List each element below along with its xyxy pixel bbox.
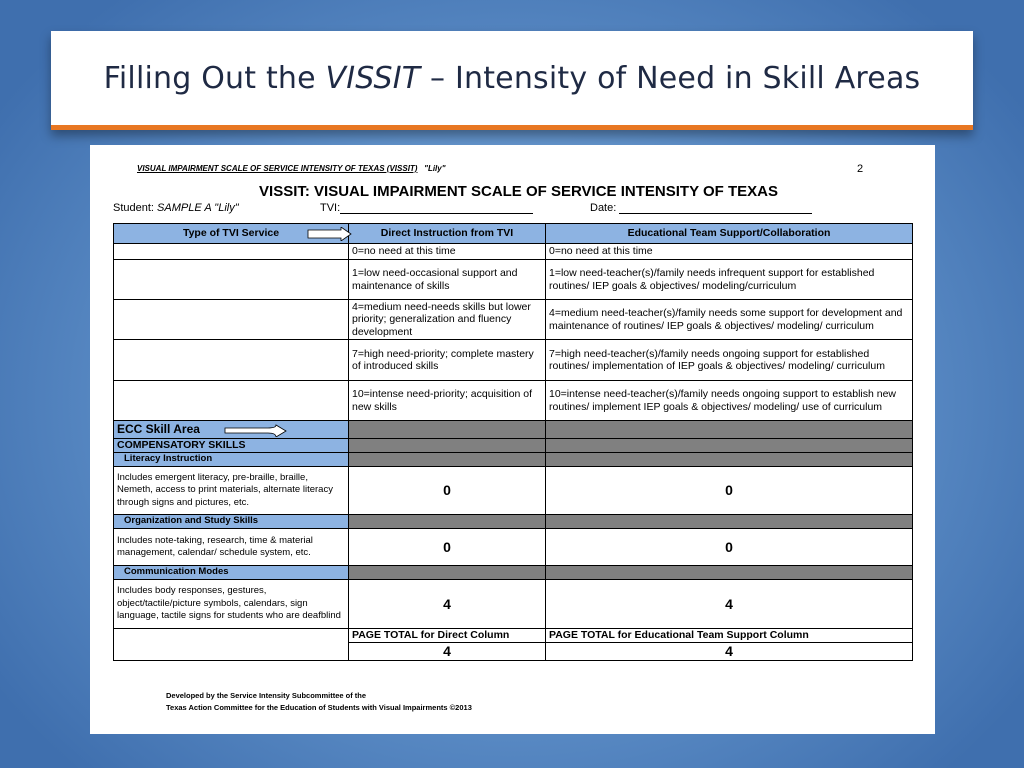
document-header-name: "Lily": [424, 164, 446, 173]
grey-cell: [349, 439, 546, 453]
ecc-skill-area-label: [114, 421, 349, 439]
grey-cell: [546, 453, 913, 467]
date-blank-line: [619, 204, 812, 214]
slide-title-italic: VISSIT: [325, 60, 421, 96]
page-total-label-row: [114, 629, 913, 643]
skill-detail-row: [114, 467, 913, 515]
skill-direct-score[interactable]: 0: [349, 467, 546, 515]
skill-detail-row: [114, 580, 913, 629]
scale-direct-cell: 0=no need at this time: [349, 244, 546, 260]
skill-name-row: [114, 515, 913, 529]
scale-empty-cell: [114, 244, 349, 260]
scale-team-cell: 10=intense need-teacher(s)/family needs ongoing support to establish new routines/ implement IEP goals & objectives/ modeling/ use of curriculum: [546, 381, 913, 421]
right-arrow-icon: [307, 227, 352, 241]
grey-cell: [349, 421, 546, 439]
scale-team-cell: 1=low need-teacher(s)/family needs infrequent support for established routines/ IEP goals & objectives/ modeling/curriculum: [546, 260, 913, 300]
slide-title: [104, 61, 921, 96]
skill-name-row: [114, 566, 913, 580]
scale-team-cell: 4=medium need-teacher(s)/family needs some support for development and maintenance of routines/ IEP goals & objectives/ modeling/ curriculum: [546, 300, 913, 340]
total-direct-label: PAGE TOTAL for Direct Column: [349, 629, 546, 643]
scale-row: [114, 340, 913, 381]
curved-arrow-icon: [224, 423, 289, 437]
grey-cell: [546, 566, 913, 580]
skill-description: Includes emergent literacy, pre-braille, braille, Nemeth, access to print materials, alternate literacy through signs and pictures, etc.: [114, 467, 349, 515]
header-direct-instruction: Direct Instruction from TVI: [349, 224, 546, 244]
skill-name-literacy: Literacy Instruction: [114, 453, 349, 467]
ecc-label-text: ECC Skill Area: [117, 422, 200, 437]
total-team-label: PAGE TOTAL for Educational Team Support Column: [546, 629, 913, 643]
header-type-label: Type of TVI Service: [182, 227, 280, 240]
page-total-empty-cell: [114, 629, 349, 661]
slide-title-prefix: Filling Out the: [103, 60, 326, 96]
grey-cell: [349, 453, 546, 467]
skill-team-score[interactable]: 0: [546, 529, 913, 566]
vissit-table: [113, 223, 913, 661]
scale-empty-cell: [114, 381, 349, 421]
grey-cell: [349, 515, 546, 529]
ecc-row: [114, 421, 913, 439]
header-team-support: Educational Team Support/Collaboration: [546, 224, 913, 244]
skill-name-communication: Communication Modes: [114, 566, 349, 580]
grey-cell: [546, 439, 913, 453]
document-header: [137, 164, 446, 173]
compensatory-row: [114, 439, 913, 453]
footer-line-2: Texas Action Committee for the Education of Students with Visual Impairments ©2013: [166, 703, 472, 712]
scale-direct-cell: 7=high need-priority; complete mastery of introduced skills: [349, 340, 546, 381]
scale-direct-cell: 1=low need-occasional support and maintenance of skills: [349, 260, 546, 300]
scale-row: [114, 381, 913, 421]
compensatory-skills-label: COMPENSATORY SKILLS: [114, 439, 349, 453]
document-main-title: VISSIT: VISUAL IMPAIRMENT SCALE OF SERVICE INTENSITY OF TEXAS: [259, 183, 778, 200]
slide-title-bar: [51, 31, 973, 130]
skill-name-row: [114, 453, 913, 467]
tvi-blank-line: [340, 204, 533, 214]
scale-team-cell: 0=no need at this time: [546, 244, 913, 260]
scale-direct-cell: 4=medium need-needs skills but lower priority; generalization and fluency development: [349, 300, 546, 340]
grey-cell: [546, 421, 913, 439]
header-type-of-service: [114, 224, 349, 244]
grey-cell: [546, 515, 913, 529]
grey-cell: [349, 566, 546, 580]
slide-title-suffix: – Intensity of Need in Skill Areas: [420, 60, 921, 96]
page-number: 2: [857, 163, 864, 175]
document-header-title: VISUAL IMPAIRMENT SCALE OF SERVICE INTENSITY OF TEXAS (VISSIT): [137, 164, 418, 173]
skill-description: Includes body responses, gestures, object/tactile/picture symbols, calendars, sign language, tactile signs for students who are deafblind: [114, 580, 349, 629]
date-label: Date:: [590, 202, 617, 214]
student-info-line: [113, 202, 617, 214]
footer-line-1: Developed by the Service Intensity Subcommittee of the: [166, 691, 367, 700]
scale-empty-cell: [114, 340, 349, 381]
table-header-row: [114, 224, 913, 244]
scale-empty-cell: [114, 300, 349, 340]
skill-team-score[interactable]: 0: [546, 467, 913, 515]
skill-direct-score[interactable]: 4: [349, 580, 546, 629]
document-footer: [166, 690, 472, 714]
skill-description: Includes note-taking, research, time & material management, calendar/ schedule system, etc.: [114, 529, 349, 566]
total-direct-value[interactable]: 4: [349, 643, 546, 661]
scale-row: [114, 260, 913, 300]
scale-empty-cell: [114, 260, 349, 300]
scale-team-cell: 7=high need-teacher(s)/family needs ongoing support for established routines/ implementation of IEP goals & objectives/ modeling/ curriculum: [546, 340, 913, 381]
total-team-value[interactable]: 4: [546, 643, 913, 661]
scale-row: [114, 300, 913, 340]
date-field: [590, 202, 812, 214]
scale-direct-cell: 10=intense need-priority; acquisition of new skills: [349, 381, 546, 421]
tvi-field: [320, 202, 533, 214]
student-label: Student:: [113, 202, 154, 214]
student-value: SAMPLE A "Lily": [157, 202, 239, 214]
skill-detail-row: [114, 529, 913, 566]
vissit-document: [90, 145, 935, 734]
skill-name-organization: Organization and Study Skills: [114, 515, 349, 529]
skill-direct-score[interactable]: 0: [349, 529, 546, 566]
tvi-label: TVI:: [320, 202, 341, 214]
skill-team-score[interactable]: 4: [546, 580, 913, 629]
scale-row: [114, 244, 913, 260]
